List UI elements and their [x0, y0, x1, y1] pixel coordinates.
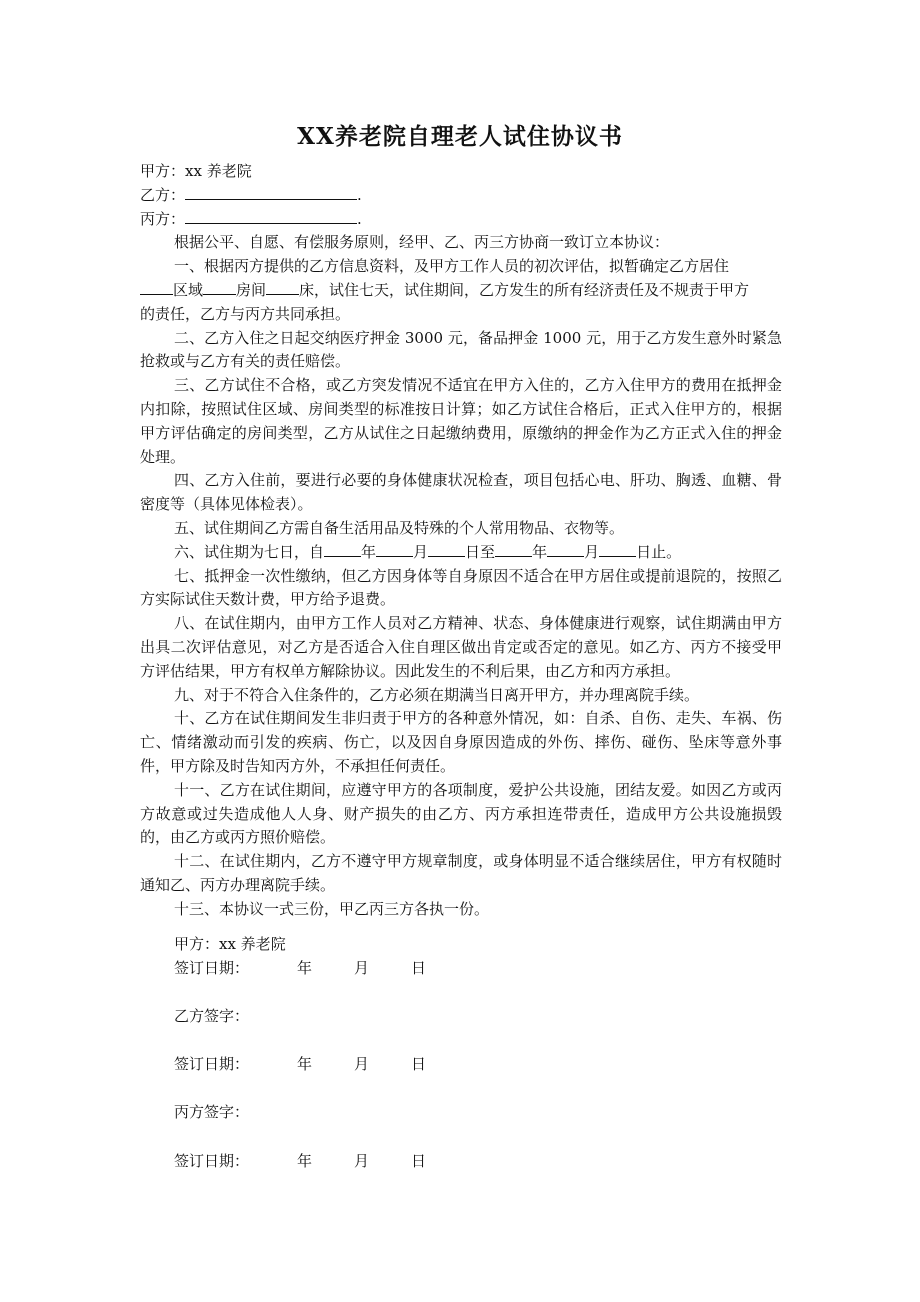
start-year-label: 年	[361, 542, 377, 561]
end-year-blank[interactable]	[495, 541, 532, 557]
start-month-label: 月	[413, 542, 429, 561]
end-month-blank[interactable]	[547, 541, 584, 557]
clause-7: 七、抵押金一次性缴纳，但乙方因身体等自身原因不适合在甲方居住或提前退院的，按照乙方实际试住天数计费，甲方给予退费。	[140, 566, 782, 609]
clause-12: 十二、在试住期内，乙方不遵守甲方规章制度，或身体明显不适合继续居住，甲方有权随时通知乙、丙方办理离院手续。	[140, 852, 782, 894]
date-day-3: 日	[411, 1152, 427, 1170]
clause-6-text-a: 六、试住期为七日，自	[174, 542, 325, 561]
date-month-1: 月	[354, 959, 370, 977]
party-yi-end: .	[357, 185, 362, 204]
clause-5: 五、试住期间乙方需自备生活用品及特殊的个人常用物品、衣物等。	[174, 518, 625, 537]
signature-date-row-2	[174, 1052, 426, 1076]
end-day-blank[interactable]	[599, 541, 636, 557]
date-label-2: 签订日期：	[174, 1055, 250, 1073]
clause-13: 十三、本协议一式三份，甲乙丙三方各执一份。	[174, 899, 490, 918]
signature-bing: 丙方签字：	[174, 1103, 250, 1121]
area-label: 区域	[173, 280, 204, 299]
party-yi-label: 乙方：	[140, 185, 186, 204]
room-label: 房间	[236, 280, 267, 299]
clause-11: 十一、乙方在试住期间，应遵守甲方的各项制度，爱护公共设施，团结友爱。如因乙方或丙方故意或过失造成他人人身、财产损失的由乙方、丙方承担连带责任，造成甲方公共设施损毁的，由乙方或丙方照价赔偿。	[140, 780, 782, 847]
clause-1-line-a: 一、根据丙方提供的乙方信息资料，及甲方工作人员的初次评估，拟暂确定乙方居住	[174, 257, 730, 276]
clause-10: 十、乙方在试住期间发生非归责于甲方的各种意外情况，如：自杀、自伤、走失、车祸、伤亡、情绪激动而引发的疾病、伤亡，以及因自身原因造成的外伤、摔伤、碰伤、坠床等意外事件，甲方除及时告知丙方外，不承担任何责任。	[140, 709, 782, 775]
clause-1-line-b	[140, 279, 782, 303]
date-day-2: 日	[411, 1055, 427, 1073]
party-jia-label: 甲方：	[140, 162, 186, 180]
clause-6	[140, 541, 782, 565]
party-bing-line	[140, 208, 782, 232]
date-year-2: 年	[297, 1055, 313, 1073]
party-jia-line	[140, 160, 782, 184]
date-month-2: 月	[354, 1055, 370, 1073]
clause-1-text-b: 床，试住七天，试住期间，乙方发生的所有经济责任及不规责于甲方	[299, 280, 750, 299]
start-month-blank[interactable]	[376, 541, 413, 557]
area-blank[interactable]	[140, 279, 173, 295]
document-title: XX养老院自理老人试住协议书	[297, 123, 623, 150]
party-bing-blank[interactable]	[185, 208, 357, 224]
bed-blank[interactable]	[266, 279, 299, 295]
signature-jia: 甲方：xx 养老院	[174, 935, 286, 953]
party-jia-value: xx 养老院	[185, 162, 252, 180]
intro-paragraph: 根据公平、自愿、有偿服务原则，经甲、乙、丙三方协商一致订立本协议：	[174, 233, 670, 252]
clause-1-line-c: 的责任，乙方与丙方共同承担。	[140, 304, 351, 323]
date-label-3: 签订日期：	[174, 1152, 250, 1170]
date-month-3: 月	[354, 1152, 370, 1170]
signature-date-row-3	[174, 1149, 426, 1173]
signature-yi: 乙方签字：	[174, 1007, 250, 1025]
signature-date-row-1	[174, 956, 426, 980]
clause-3: 三、乙方试住不合格，或乙方突发情况不适宜在甲方入住的，乙方入住甲方的费用在抵押金内扣除，按照试住区域、房间类型的标准按日计算；如乙方试住合格后，正式入住甲方的，根据甲方评估确定的房间类型，乙方从试住之日起缴纳费用，原缴纳的押金作为乙方正式入住的押金处理。	[140, 376, 782, 466]
end-day-label: 日止。	[636, 542, 682, 561]
clause-8: 八、在试住期内，由甲方工作人员对乙方精神、状态、身体健康进行观察，试住期满由甲方出具二次评估意见，对乙方是否适合入住自理区做出肯定或否定的意见。如乙方、丙方不接受甲方评估结果，甲方有权单方解除协议。因此发生的不利后果，由乙方和丙方承担。	[140, 614, 782, 680]
clause-9: 九、对于不符合入住条件的，乙方必须在期满当日离开甲方，并办理离院手续。	[174, 685, 700, 704]
room-blank[interactable]	[203, 279, 236, 295]
date-day-1: 日	[411, 959, 427, 977]
start-year-blank[interactable]	[324, 541, 361, 557]
clause-1	[140, 255, 782, 326]
start-day-blank[interactable]	[428, 541, 465, 557]
start-day-label: 日至	[465, 542, 496, 561]
clause-4: 四、乙方入住前，要进行必要的身体健康状况检查，项目包括心电、肝功、胸透、血糖、骨密度等（具体见体检表）。	[140, 471, 782, 514]
clause-2: 二、乙方入住之日起交纳医疗押金 3000 元，备品押金 1000 元，用于乙方发生意外时紧急抢救或与乙方有关的责任赔偿。	[140, 328, 782, 371]
party-bing-end: .	[357, 209, 362, 228]
date-year-3: 年	[297, 1152, 313, 1170]
party-yi-line	[140, 184, 782, 208]
end-month-label: 月	[584, 542, 600, 561]
document-body	[140, 160, 782, 922]
date-year-1: 年	[297, 959, 313, 977]
party-yi-blank[interactable]	[185, 184, 357, 200]
end-year-label: 年	[532, 542, 548, 561]
date-label-1: 签订日期：	[174, 959, 250, 977]
party-bing-label: 丙方：	[140, 209, 186, 228]
